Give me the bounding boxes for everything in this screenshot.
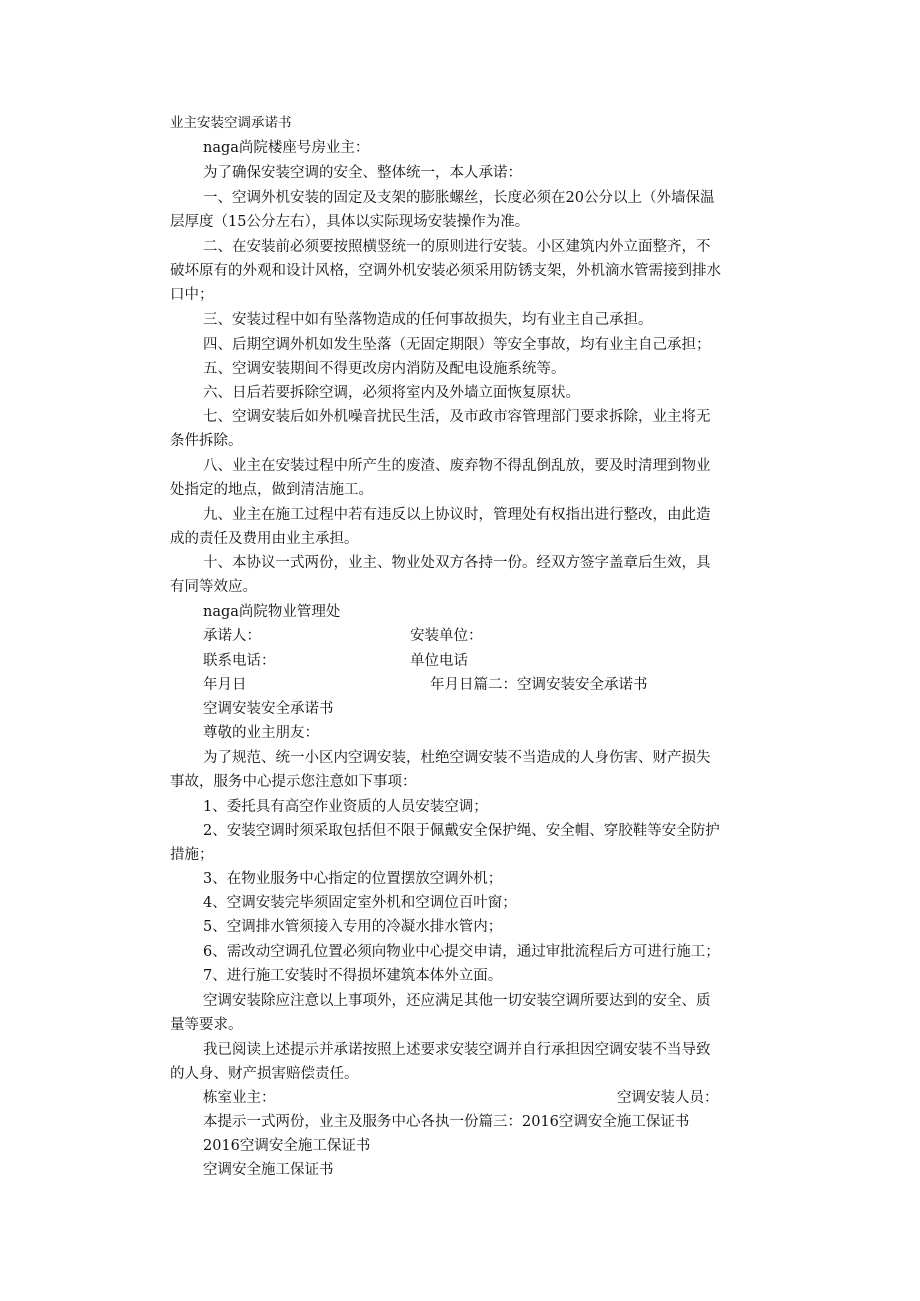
- owner-signature-label: 栋室业主：: [203, 1090, 276, 1106]
- date-left: 年月日: [203, 677, 247, 693]
- clause-2-line-3: 口中；: [170, 287, 214, 303]
- part2-pledge-line-1: 我已阅读上述提示并承诺按照上述要求安装空调并自行承担因空调安装不当导致: [203, 1042, 711, 1058]
- clause-9-line-1: 九、业主在施工过程中若有违反以上协议时，管理处有权指出进行整改，由此造: [203, 507, 711, 523]
- notice-3: 3、在物业服务中心指定的位置摆放空调外机；: [203, 871, 503, 887]
- clause-8-line-2: 处指定的地点，做到清洁施工。: [170, 482, 373, 498]
- date-right: 年月日篇二：空调安装安全承诺书: [430, 677, 648, 693]
- notice-6: 6、需改动空调孔位置必须向物业中心提交申请，通过审批流程后方可进行施工；: [203, 944, 720, 960]
- clause-1-line-2: 层厚度（15公分左右），具体以实际现场安装操作为准。: [170, 214, 530, 230]
- clause-2-line-1: 二、在安装前必须要按照横竖统一的原则进行安装。小区建筑内外立面整齐，不: [203, 239, 711, 255]
- notice-4: 4、空调安装完毕须固定室外机和空调位百叶窗；: [203, 895, 517, 911]
- part2-note-line-1: 空调安装除应注意以上事项外，还应满足其他一切安装空调所要达到的安全、质: [203, 993, 711, 1009]
- installer-signature-label: 空调安装人员：: [617, 1090, 719, 1106]
- clause-10-line-2: 有同等效应。: [170, 579, 257, 595]
- clause-10-line-1: 十、本协议一式两份，业主、物业处双方各持一份。经双方签字盖章后生效，具: [203, 555, 711, 571]
- part2-pledge-line-2: 的人身、财产损害赔偿责任。: [170, 1066, 359, 1082]
- clause-7-line-1: 七、空调安装后如外机噪音扰民生活，及市政市容管理部门要求拆除，业主将无: [203, 409, 711, 425]
- clause-6: 六、日后若要拆除空调，必须将室内及外墙立面恢复原状。: [203, 385, 580, 401]
- doc-title: 业主安装空调承诺书: [170, 115, 292, 131]
- part3-heading-2: 空调安全施工保证书: [203, 1162, 334, 1178]
- part2-note-line-2: 量等要求。: [170, 1017, 243, 1033]
- promisor-label: 承诺人：: [203, 628, 261, 644]
- clause-5: 五、空调安装期间不得更改房内消防及配电设施系统等。: [203, 361, 566, 377]
- notice-2-line-2: 措施；: [170, 847, 214, 863]
- issuer: naga尚院物业管理处: [203, 604, 341, 620]
- clause-9-line-2: 成的责任及费用由业主承担。: [170, 531, 359, 547]
- clause-7-line-2: 条件拆除。: [170, 433, 243, 449]
- contact-label: 联系电话：: [203, 653, 276, 669]
- part2-intro-line-2: 事故，服务中心提示您注意如下事项：: [170, 774, 417, 790]
- notice-5: 5、空调排水管须接入专用的冷凝水排水管内；: [203, 919, 503, 935]
- clause-4: 四、后期空调外机如发生坠落（无固定期限）等安全事故，均有业主自己承担；: [203, 337, 711, 353]
- part2-greeting: 尊敬的业主朋友：: [203, 725, 319, 741]
- copies-note: 本提示一式两份，业主及服务中心各执一份篇三：2016空调安全施工保证书: [203, 1114, 690, 1130]
- notice-2-line-1: 2、安装空调时须采取包括但不限于佩戴安全保护绳、安全帽、穿胶鞋等安全防护: [203, 823, 720, 839]
- intro-line: 为了确保安装空调的安全、整体统一，本人承诺：: [203, 165, 522, 181]
- clause-1-line-1: 一、空调外机安装的固定及支架的膨胀螺丝，长度必须在20公分以上（外墙保温: [203, 190, 715, 206]
- part3-heading-1: 2016空调安全施工保证书: [203, 1138, 371, 1154]
- clause-8-line-1: 八、业主在安装过程中所产生的废渣、废弃物不得乱倒乱放，要及时清理到物业: [203, 458, 711, 474]
- install-unit-label: 安装单位：: [410, 628, 483, 644]
- notice-7: 7、进行施工安装时不得损坏建筑本体外立面。: [203, 968, 503, 984]
- part2-intro-line-1: 为了规范、统一小区内空调安装，杜绝空调安装不当造成的人身伤害、财产损失: [203, 750, 711, 766]
- addressee: naga尚院楼座号房业主：: [203, 140, 370, 156]
- clause-2-line-2: 破坏原有的外观和设计风格，空调外机安装必须采用防锈支架，外机滴水管需接到排水: [170, 263, 721, 279]
- unit-phone-label: 单位电话: [410, 653, 468, 669]
- clause-3: 三、安装过程中如有坠落物造成的任何事故损失，均有业主自己承担。: [203, 312, 653, 328]
- part2-title: 空调安装安全承诺书: [203, 701, 334, 717]
- notice-1: 1、委托具有高空作业资质的人员安装空调；: [203, 799, 488, 815]
